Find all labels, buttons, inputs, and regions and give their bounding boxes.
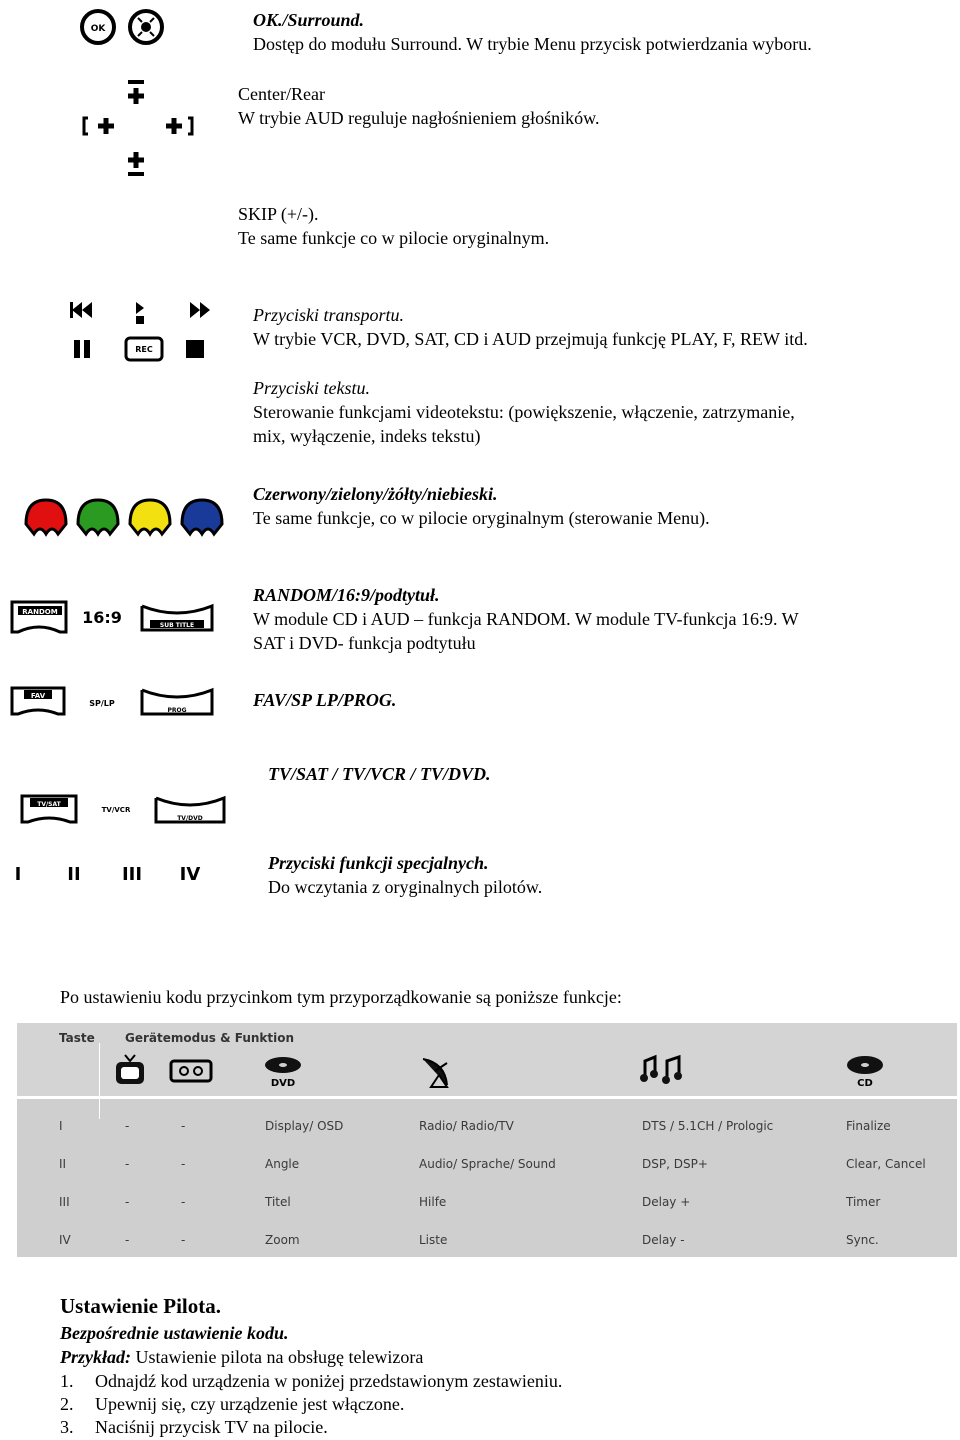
svg-text:CD: CD (857, 1078, 873, 1089)
audio-icon (639, 1053, 683, 1087)
colors-title: Czerwony/zielony/żółty/niebieski. (253, 484, 498, 504)
setup-subheading: Bezpośrednie ustawienie kodu. (60, 1323, 289, 1343)
yellow-button-icon (130, 500, 170, 534)
svg-text:IV: IV (179, 864, 201, 885)
example-text: Ustawienie pilota na obsługę telewizora (131, 1347, 424, 1367)
svg-text:II: II (67, 864, 81, 885)
example-label: Przykład: (60, 1347, 131, 1367)
step-text: Naciśnij przycisk TV na pilocie. (95, 1417, 328, 1437)
svg-text:16:9: 16:9 (82, 608, 122, 627)
skip-title: SKIP (+/-). (238, 204, 319, 224)
transport-icons (66, 296, 216, 368)
random-icons (8, 598, 218, 638)
step-text: Upewnij się, czy urządzenie jest włączone. (95, 1394, 405, 1414)
step-number: 2. (60, 1394, 74, 1414)
svg-text:RANDOM: RANDOM (22, 608, 58, 616)
sat-icon (417, 1053, 457, 1089)
red-button-icon (26, 500, 66, 534)
text-buttons-desc-2: mix, wyłączenie, indeks tekstu) (253, 426, 481, 446)
ok-surround-icons (78, 6, 170, 48)
setup-example (60, 1345, 423, 1369)
svg-text:SUB TITLE: SUB TITLE (159, 622, 195, 629)
transport-title: Przyciski transportu. (253, 305, 404, 325)
center-rear-title: Center/Rear (238, 84, 325, 104)
cd-icon (843, 1053, 887, 1089)
tv-icon (113, 1053, 147, 1087)
skip-desc: Te same funkcje co w pilocie oryginalnym. (238, 228, 550, 248)
table-header-mode: Gerätemodus & Funktion (125, 1031, 295, 1045)
ok-icon-label: OK (90, 24, 106, 34)
fav-icons (8, 684, 218, 724)
special-title: Przyciski funkcji specjalnych. (268, 853, 489, 873)
blue-button-icon (182, 500, 222, 534)
random-desc-1: W module CD i AUD – funkcja RANDOM. W module TV-funkcja 16:9. W (253, 609, 799, 629)
random-desc-2: SAT i DVD- funkcja podtytułu (253, 633, 476, 653)
special-desc: Do wczytania z oryginalnych pilotów. (268, 877, 543, 897)
colors-desc: Te same funkcje, co w pilocie oryginalnym (sterowanie Menu). (253, 508, 710, 528)
svg-text:FAV: FAV (30, 692, 46, 700)
vcr-icon (169, 1053, 213, 1087)
green-button-icon (78, 500, 118, 534)
transport-desc: W trybie VCR, DVD, SAT, CD i AUD przejmują funkcję PLAY, F, REW itd. (253, 329, 808, 349)
center-rear-desc: W trybie AUD reguluje nagłośnieniem głośników. (238, 108, 600, 128)
svg-text:TV/VCR: TV/VCR (101, 806, 131, 814)
svg-text:III: III (121, 864, 143, 885)
fav-title: FAV/SP LP/PROG. (253, 690, 397, 710)
special-buttons-icons (4, 856, 206, 900)
setup-heading: Ustawienie Pilota. (60, 1294, 221, 1318)
svg-text:I: I (14, 864, 22, 885)
function-table: Taste Gerätemodus & Funktion DVD CD I - - Display/ OSD Radio/ Radio/TV DTS / 5.1CH / Prologic Finalize II - - Angle Audio/ Sprache/ Sound DSP, DSP+ Clear, Cancel III - - Titel Hilfe Delay + Timer IV - - Zoom Liste Delay - Sync. (17, 1023, 957, 1257)
color-buttons-icons (22, 494, 228, 542)
svg-text:REC: REC (135, 345, 153, 354)
tv-sat-title: TV/SAT / TV/VCR / TV/DVD. (268, 764, 491, 784)
svg-text:PROG: PROG (167, 707, 187, 714)
step-number: 1. (60, 1371, 74, 1391)
svg-text:TV/SAT: TV/SAT (37, 801, 61, 808)
intro-text: Po ustawieniu kodu przycinkom tym przyporządkowanie są poniższe funkcje: (60, 987, 622, 1007)
tv-mode-icons (18, 792, 228, 832)
step-number: 3. (60, 1417, 74, 1437)
text-buttons-desc-1: Sterowanie funkcjami videotekstu: (powiększenie, włączenie, zatrzymanie, (253, 402, 795, 422)
svg-text:DVD: DVD (270, 1078, 296, 1089)
svg-text:TV/DVD: TV/DVD (177, 815, 203, 822)
ok-desc: Dostęp do modułu Surround. W trybie Menu przycisk potwierdzania wyboru. (253, 34, 812, 54)
svg-text:SP/LP: SP/LP (89, 699, 115, 708)
center-rear-icons (78, 78, 198, 180)
step-text: Odnajdź kod urządzenia w poniżej przedstawionym zestawieniu. (95, 1371, 563, 1391)
text-buttons-title: Przyciski tekstu. (253, 378, 370, 398)
table-header-key: Taste (59, 1031, 95, 1045)
dvd-icon (261, 1053, 305, 1089)
random-title: RANDOM/16:9/podtytuł. (253, 585, 440, 605)
ok-title: OK./Surround. (253, 10, 365, 30)
